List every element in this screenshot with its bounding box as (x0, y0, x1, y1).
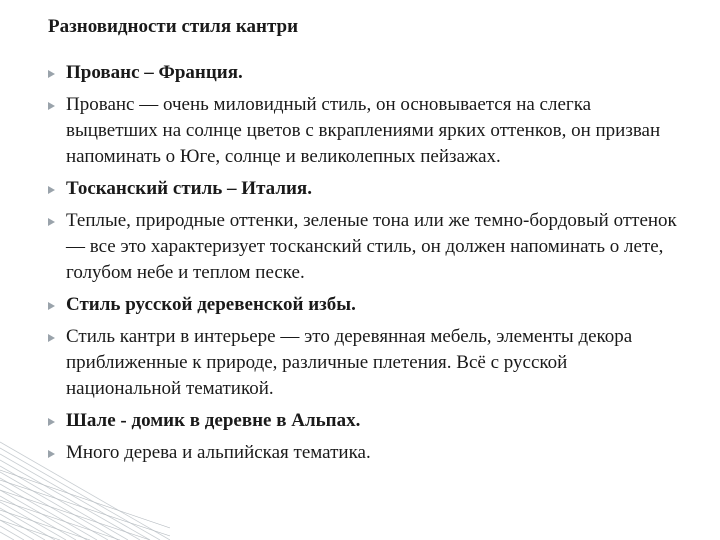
triangle-bullet-icon (48, 102, 55, 110)
list-item (46, 176, 686, 202)
list-item-text: Прованс — очень миловидный стиль, он основывается на слегка выцветших на солнце цветов с вкраплениями ярких оттенков, он призван напоминать о Юге, солнце и великолепных пейзажах. (66, 94, 661, 167)
triangle-bullet-icon (48, 418, 55, 426)
list-item-text: Стиль кантри в интерьере — это деревянная мебель, элементы декора приближенные к природе, различные плетения. Всё с русской национальной тематикой. (66, 326, 633, 399)
triangle-bullet-icon (48, 186, 55, 194)
list-item (46, 60, 686, 86)
list-item-text: Прованс – Франция. (66, 62, 243, 83)
triangle-bullet-icon (48, 218, 55, 226)
triangle-bullet-icon (48, 70, 55, 78)
list-item (46, 324, 686, 402)
list-item (46, 208, 686, 286)
list-item-text: Тосканский стиль – Италия. (66, 178, 312, 199)
list-item-text: Теплые, природные оттенки, зеленые тона или же темно-бордовый оттенок — все это характеризует тосканский стиль, он должен напоминать о лете, голубом небе и теплом песке. (66, 210, 677, 283)
list-item-text: Шале - домик в деревне в Альпах. (66, 410, 361, 431)
diagonal-lines-decoration (0, 440, 170, 540)
slide-title: Разновидности стиля кантри (48, 16, 299, 37)
triangle-bullet-icon (48, 334, 55, 342)
list-item (46, 92, 686, 170)
bullet-list (46, 60, 686, 472)
list-item (46, 408, 686, 434)
list-item-text: Стиль русской деревенской избы. (66, 294, 356, 315)
list-item-text: Много дерева и альпийская тематика. (66, 442, 371, 463)
list-item (46, 292, 686, 318)
triangle-bullet-icon (48, 302, 55, 310)
